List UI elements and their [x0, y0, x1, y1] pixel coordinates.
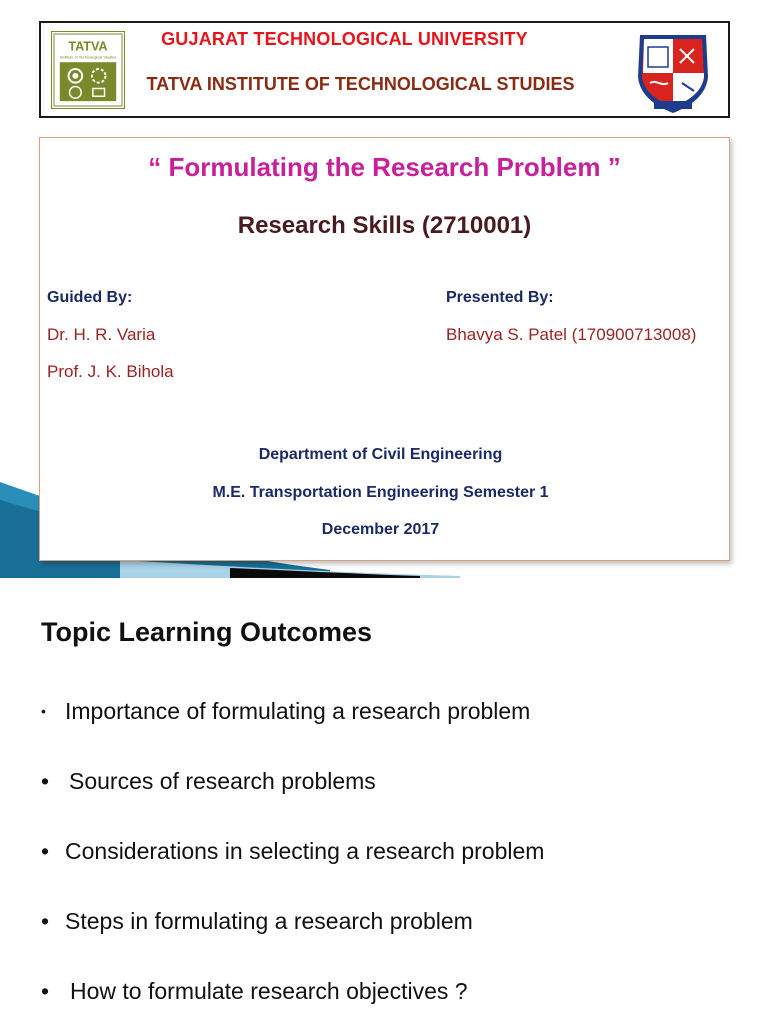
institution-header	[39, 21, 730, 118]
bullet-icon: •	[41, 908, 50, 934]
university-name: GUJARAT TECHNOLOGICAL UNIVERSITY	[161, 29, 528, 49]
guided-by-label: Guided By:	[47, 289, 133, 306]
department: Department of Civil Engineering	[258, 446, 503, 463]
presentation-date: December 2017	[321, 521, 440, 538]
bullet-icon: •	[41, 703, 46, 719]
presented-by-label: Presented By:	[446, 289, 554, 306]
guide-name: Dr. H. R. Varia	[47, 325, 156, 344]
outcome-text: Sources of research problems	[69, 768, 376, 794]
outcomes-slide	[0, 578, 768, 1024]
bullet-icon: •	[41, 768, 50, 794]
gtu-shield-logo	[628, 27, 718, 115]
guide-name: Prof. J. K. Bihola	[47, 362, 174, 381]
list-item	[41, 698, 530, 725]
outcomes-title: Topic Learning Outcomes	[41, 617, 373, 647]
tatva-logo-subtext: Institute of Technological Studies	[59, 54, 117, 60]
presentation-title: “ Formulating the Research Problem ”	[148, 152, 621, 182]
outcome-text: Steps in formulating a research problem	[65, 908, 473, 934]
bullet-icon: •	[41, 978, 50, 1004]
presenter-name: Bhavya S. Patel (170900713008)	[446, 325, 697, 344]
bullet-icon: •	[41, 838, 50, 864]
tatva-logo-text: TATVA	[68, 39, 108, 54]
outcome-text: How to formulate research objectives ?	[70, 978, 468, 1004]
program: M.E. Transportation Engineering Semester 1	[212, 484, 549, 501]
institute-name: TATVA INSTITUTE OF TECHNOLOGICAL STUDIES	[146, 74, 575, 94]
outcome-text: Importance of formulating a research problem	[65, 698, 531, 724]
list-item	[41, 768, 376, 795]
outcome-text: Considerations in selecting a research problem	[65, 838, 545, 864]
slide-content	[39, 137, 730, 561]
list-item	[41, 908, 473, 935]
list-item	[41, 978, 468, 1005]
course-subtitle: Research Skills (2710001)	[237, 212, 532, 239]
list-item	[41, 838, 544, 865]
